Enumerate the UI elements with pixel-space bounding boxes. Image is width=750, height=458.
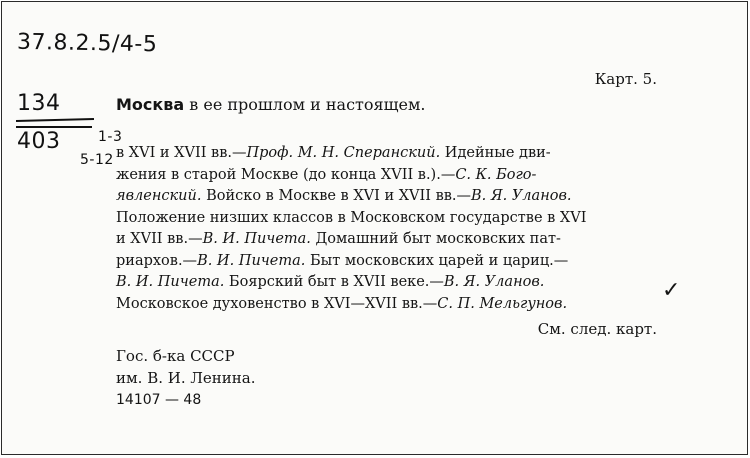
library-code: 14107 — 48 [116,392,202,408]
title-rest: в ее прошлом и настоящем. [184,95,426,114]
body-line: в XVI и XVII вв.—Проф. М. Н. Сперанский. Идейные дви- [116,145,551,161]
card-body [116,143,666,315]
handwritten-number-1: 134 [17,91,61,116]
handwritten-range-1: 1-3 [98,129,123,145]
library-name: Гос. б-ка СССР [116,347,235,365]
body-line: Положение низших классов в Московском государстве в XVI [116,209,587,226]
catalog-card [1,1,748,455]
body-line: жения в старой Москве (до конца XVII в.).—С. К. Бого- [116,166,537,183]
body-line: В. И. Пичета. Боярский быт в XVII веке.—В. Я. Уланов. [116,274,545,290]
body-line: явленский. Войско в Москве в XVI и XVII вв.—В. Я. Уланов. [116,188,572,204]
card-number: Карт. 5. [594,70,657,88]
title-main-word: Москва [116,95,185,114]
library-imprint [116,345,255,411]
handwritten-underline-2 [16,126,92,128]
check-mark-icon: ✓ [662,278,681,303]
handwritten-range-2: 5-12 [80,152,114,168]
library-name-2: им. В. И. Ленина. [116,369,256,387]
body-line: и XVII вв.—В. И. Пичета. Домашний быт московских пат- [116,231,561,247]
see-next-card: См. след. карт. [537,320,657,338]
card-title [116,95,426,114]
handwritten-underline-1 [16,118,94,122]
handwritten-number-2: 403 [17,129,61,154]
handwritten-shelfmark: 37.8.2.5/4-5 [16,29,158,58]
body-line: риархов.—В. И. Пичета. Быт московских царей и цариц.— [116,252,569,269]
body-line: Московское духовенство в XVI—XVII вв.—С. П. Мельгунов. [116,295,568,312]
